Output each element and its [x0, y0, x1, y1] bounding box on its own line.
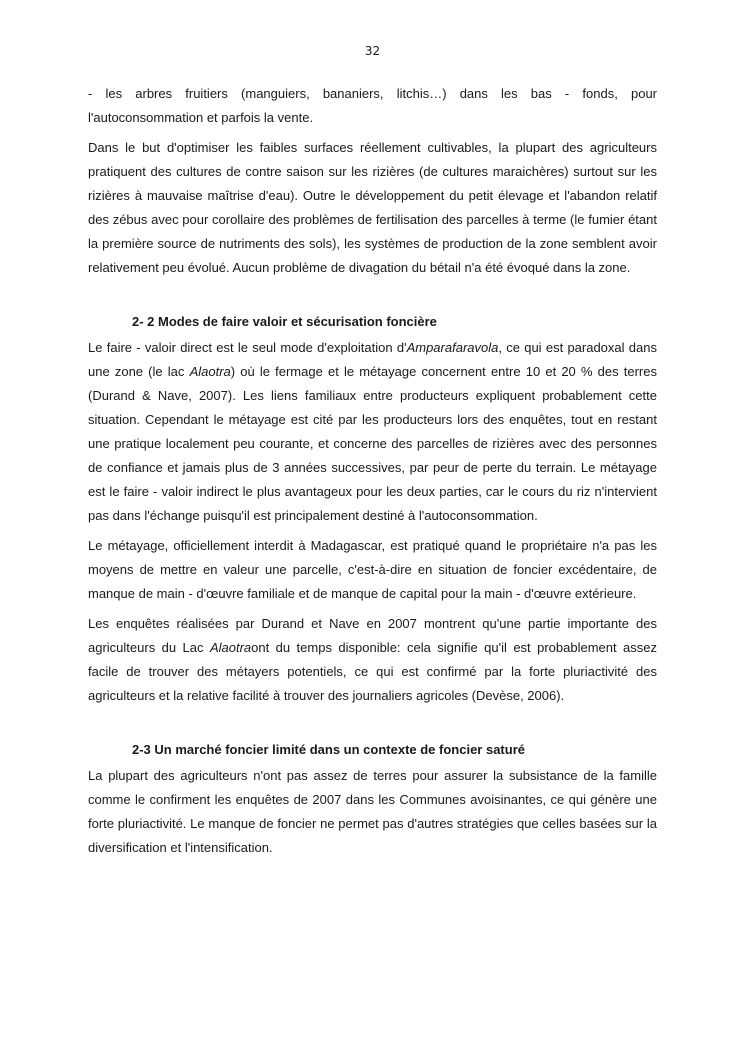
paragraph-fruit-trees: - les arbres fruitiers (manguiers, bananiers, litchis…) dans les bas - fonds, pour l'autoconsommation et parfois la vente. — [88, 86, 657, 125]
text-run: ) où le fermage et le métayage concernent entre 10 et 20 % des terres (Durand & Nave, 2007). Les liens familiaux entre producteurs expliquent probablement cette situation. Cependant le métayage est cité par les producteurs lors des enquêtes, tout en restant une pratique localement peu courante, et concerne des parcelles de rizières avec des personnes de confiance et jamais plus de 3 années successives, par peur de perte du terrain. Le métayage est le faire - valoir indirect le plus avantageux pour les deux parties, car le cours du riz n'intervient pas dans l'échange puisqu'il est principalement destiné à l'autoconsommation. — [88, 364, 657, 523]
paragraph-surveys — [88, 612, 657, 708]
paragraph-land-shortage: La plupart des agriculteurs n'ont pas assez de terres pour assurer la subsistance de la famille comme le confirment les enquêtes de 2007 dans les Communes avoisinantes, ce qui génère une forte pluriactivité. Le manque de foncier ne permet pas d'autres stratégies que celles basées sur la diversification et l'intensification. — [88, 768, 657, 855]
text-run: Le faire - valoir direct est le seul mode d'exploitation d' — [88, 340, 407, 355]
text-run: ont du temps disponible: cela signifie qu'il est probablement assez facile de trouver des métayers potentiels, ce qui est confirmé par la forte pluriactivité des agriculteurs et la relative facilité à trouver des journaliers agricoles (Devèse, 2006). — [88, 640, 657, 703]
document-body — [88, 82, 657, 866]
section-heading-land-market: 2-3 Un marché foncier limité dans un contexte de foncier saturé — [132, 742, 525, 757]
paragraph-sharecropping: Le métayage, officiellement interdit à Madagascar, est pratiqué quand le propriétaire n'a pas les moyens de mettre en valeur une parcelle, c'est-à-dire en situation de foncier excédentaire, de manque de main - d'œuvre familiale et de manque de capital pour la main - d'œuvre extérieure. — [88, 538, 657, 601]
place-name-amparafaravola: Amparafaravola — [406, 340, 499, 355]
paragraph-direct-tenure — [88, 336, 657, 528]
text-run: Les enquêtes réalisées par Durand et Nave en 2007 montrent qu'une partie importante des agriculteurs du Lac — [88, 616, 657, 655]
page-number: 32 — [364, 44, 381, 58]
text-run: , ce qui est paradoxal dans une zone (le lac — [88, 340, 657, 379]
paragraph-off-season-crops: Dans le but d'optimiser les faibles surfaces réellement cultivables, la plupart des agriculteurs pratiquent des cultures de contre saison sur les rizières (de cultures maraichères) surtout sur les rizières à mauvaise maîtrise d'eau). Outre le développement du petit élevage et l'abandon relatif des zébus avec pour corollaire des problèmes de fertilisation des parcelles à terme (le fumier étant la première source de nutriments des sols), les systèmes de production de la zone semblent avoir relativement peu évolué. Aucun problème de divagation du bétail n'a été évoqué dans la zone. — [88, 140, 657, 275]
section-heading-land-tenure: 2- 2 Modes de faire valoir et sécurisation foncière — [132, 314, 437, 329]
place-name-alaotra: Alaotra — [209, 640, 252, 655]
place-name-alaotra: Alaotra — [189, 364, 231, 379]
